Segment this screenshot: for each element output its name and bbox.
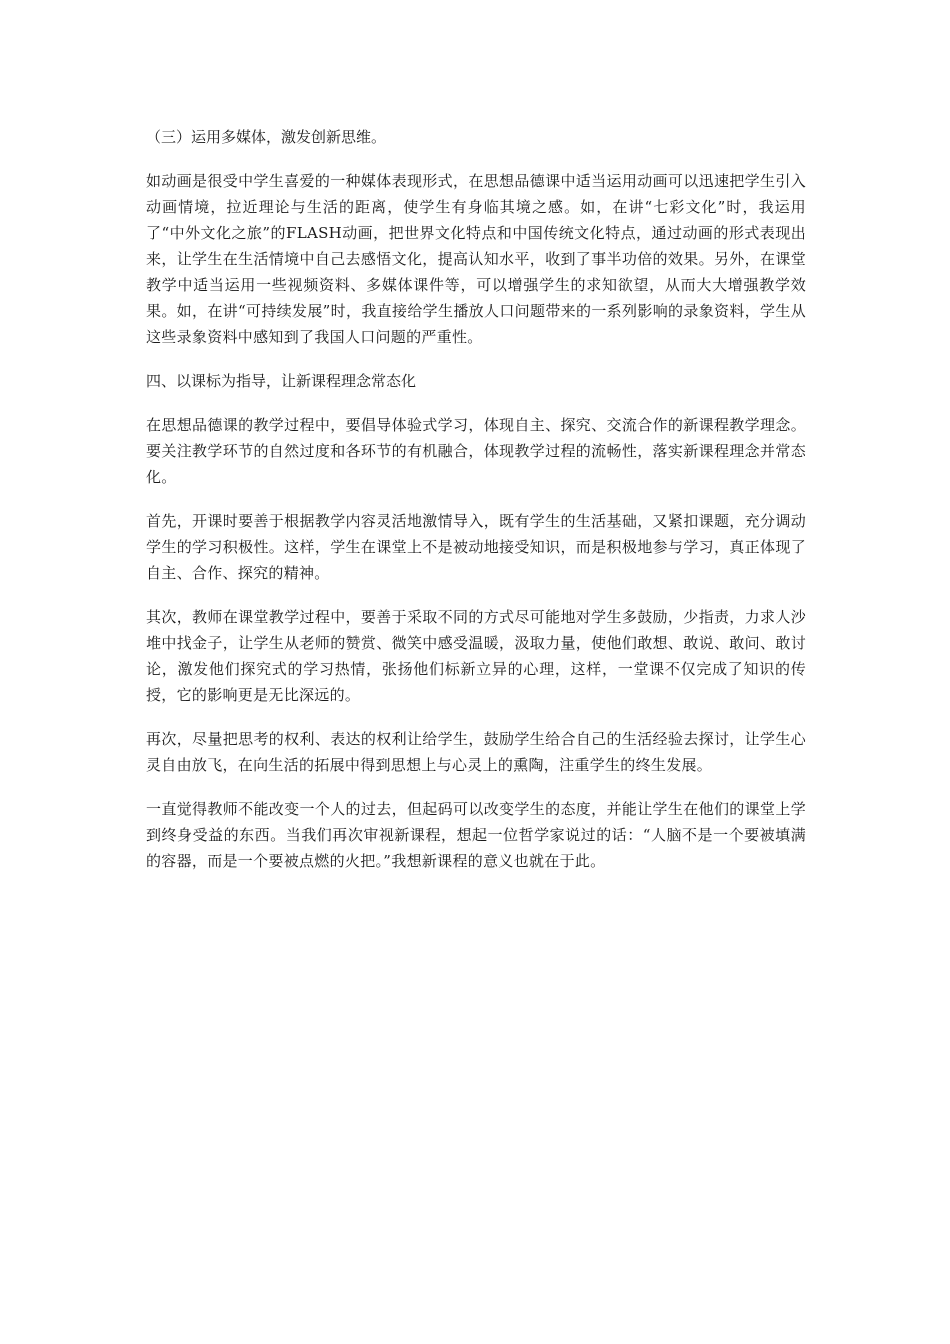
paragraph-conclusion: 一直觉得教师不能改变一个人的过去，但起码可以改变学生的态度，并能让学生在他们的课堂上学到终身受益的东西。当我们再次审视新课程，想起一位哲学家说过的话：“人脑不是一个要被填满的容器，而是一个要被点燃的火把。”我想新课程的意义也就在于此。 bbox=[146, 800, 806, 870]
section-heading-3: （三）运用多媒体，激发创新思维。 bbox=[146, 128, 387, 146]
document-page bbox=[146, 124, 806, 892]
paragraph-first: 首先，开课时要善于根据教学内容灵活地激情导入，既有学生的生活基础，又紧扣课题，充分调动学生的学习积极性。这样，学生在课堂上不是被动地接受知识，而是积极地参与学习，真正体现了自主、合作、探究的精神。 bbox=[146, 512, 806, 582]
paragraph-second: 其次，教师在课堂教学过程中，要善于采取不同的方式尽可能地对学生多鼓励，少指责，力求人沙堆中找金子，让学生从老师的赞赏、微笑中感受温暖，汲取力量，使他们敢想、敢说、敢问、敢讨论，激发他们探究式的学习热情，张扬他们标新立异的心理，这样，一堂课不仅完成了知识的传授，它的影响更是无比深远的。 bbox=[146, 608, 806, 704]
paragraph-third: 再次，尽量把思考的权利、表达的权利让给学生，鼓励学生给合自己的生活经验去探讨，让学生心灵自由放飞，在向生活的拓展中得到思想上与心灵上的熏陶，注重学生的终生发展。 bbox=[146, 730, 806, 774]
paragraph-teaching-concept: 在思想品德课的教学过程中，要倡导体验式学习，体现自主、探究、交流合作的新课程教学理念。要关注教学环节的自然过度和各环节的有机融合，体现教学过程的流畅性，落实新课程理念并常态化。 bbox=[146, 416, 806, 486]
section-heading-4: 四、以课标为指导，让新课程理念常态化 bbox=[146, 372, 417, 390]
paragraph-multimedia: 如动画是很受中学生喜爱的一种媒体表现形式，在思想品德课中适当运用动画可以迅速把学生引入动画情境，拉近理论与生活的距离，使学生有身临其境之感。如，在讲“七彩文化”时，我运用了“中外文化之旅”的FLASH动画，把世界文化特点和中国传统文化特点，通过动画的形式表现出来，让学生在生活情境中自己去感悟文化，提高认知水平，收到了事半功倍的效果。另外，在课堂教学中适当运用一些视频资料、多媒体课件等，可以增强学生的求知欲望，从而大大增强教学效果。如，在讲“可持续发展”时，我直接给学生播放人口问题带来的一系列影响的录象资料，学生从这些录象资料中感知到了我国人口问题的严重性。 bbox=[146, 172, 806, 346]
